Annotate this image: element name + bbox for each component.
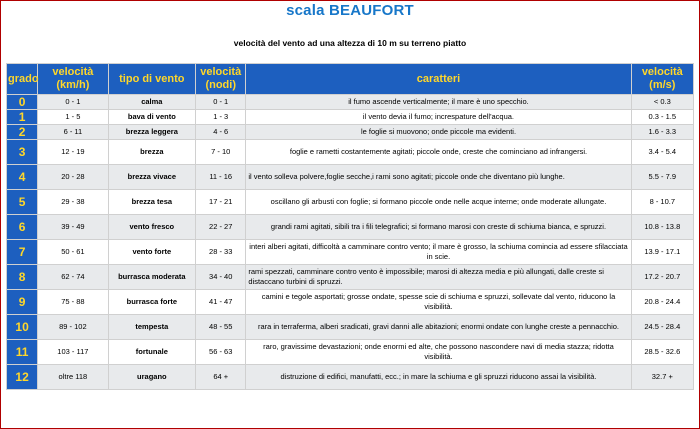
table-row <box>7 265 693 289</box>
grado-cell: 4 <box>7 165 37 189</box>
table-row <box>7 190 693 214</box>
velocita-ms-cell: 8 - 10.7 <box>632 190 693 214</box>
velocita-nodi-cell: 17 - 21 <box>196 190 245 214</box>
velocita-nodi-cell: 22 - 27 <box>196 215 245 239</box>
header-caratteri: caratteri <box>246 64 630 94</box>
caratteri-cell: interi alberi agitati, difficoltà a camminare contro vento; il mare è grosso, la schiuma comincia ad essere sfilacciata in scie. <box>246 240 630 264</box>
tipo-di-vento-cell: uragano <box>109 365 196 389</box>
caratteri-cell: raro, gravissime devastazioni; onde enormi ed alte, che possono nascondere navi di media stazza; ridotta visibilità. <box>246 340 630 364</box>
velocita-kmh-cell: oltre 118 <box>38 365 107 389</box>
header-velocita-ms: velocità (m/s) <box>632 64 693 94</box>
table-row <box>7 215 693 239</box>
header-grado: grado <box>7 64 37 94</box>
velocita-ms-cell: 20.8 - 24.4 <box>632 290 693 314</box>
grado-cell: 9 <box>7 290 37 314</box>
tipo-di-vento-cell: bava di vento <box>109 110 196 124</box>
velocita-nodi-cell: 48 - 55 <box>196 315 245 339</box>
grado-cell: 7 <box>7 240 37 264</box>
velocita-kmh-cell: 50 - 61 <box>38 240 107 264</box>
velocita-nodi-cell: 41 - 47 <box>196 290 245 314</box>
tipo-di-vento-cell: calma <box>109 95 196 109</box>
page-title: scala BEAUFORT <box>286 2 414 19</box>
velocita-nodi-cell: 56 - 63 <box>196 340 245 364</box>
velocita-kmh-cell: 20 - 28 <box>38 165 107 189</box>
velocita-kmh-cell: 0 - 1 <box>38 95 107 109</box>
tipo-di-vento-cell: brezza <box>109 140 196 164</box>
grado-cell: 6 <box>7 215 37 239</box>
velocita-kmh-cell: 29 - 38 <box>38 190 107 214</box>
velocita-kmh-cell: 1 - 5 <box>38 110 107 124</box>
velocita-nodi-cell: 1 - 3 <box>196 110 245 124</box>
velocita-nodi-cell: 64 + <box>196 365 245 389</box>
table-row <box>7 240 693 264</box>
velocita-kmh-cell: 62 - 74 <box>38 265 107 289</box>
velocita-ms-cell: 24.5 - 28.4 <box>632 315 693 339</box>
caratteri-cell: rara in terraferma, alberi sradicati, gravi danni alle abitazioni; enormi ondate con lunghe creste a pennacchio. <box>246 315 630 339</box>
beaufort-table <box>6 63 694 390</box>
grado-cell: 5 <box>7 190 37 214</box>
caratteri-cell: il vento solleva polvere,foglie secche,i rami sono agitati; piccole onde che diventano più lunghe. <box>246 165 630 189</box>
grado-cell: 2 <box>7 125 37 139</box>
velocita-kmh-cell: 39 - 49 <box>38 215 107 239</box>
tipo-di-vento-cell: fortunale <box>109 340 196 364</box>
table-row <box>7 365 693 389</box>
velocita-nodi-cell: 0 - 1 <box>196 95 245 109</box>
grado-cell: 3 <box>7 140 37 164</box>
table-row <box>7 125 693 139</box>
velocita-kmh-cell: 12 - 19 <box>38 140 107 164</box>
tipo-di-vento-cell: burrasca forte <box>109 290 196 314</box>
header-velocita-kmh: velocità (km/h) <box>38 64 107 94</box>
velocita-nodi-cell: 28 - 33 <box>196 240 245 264</box>
velocita-nodi-cell: 4 - 6 <box>196 125 245 139</box>
velocita-ms-cell: 10.8 - 13.8 <box>632 215 693 239</box>
table-row <box>7 95 693 109</box>
table-row <box>7 140 693 164</box>
velocita-ms-cell: 32.7 + <box>632 365 693 389</box>
velocita-kmh-cell: 89 - 102 <box>38 315 107 339</box>
tipo-di-vento-cell: vento fresco <box>109 215 196 239</box>
velocita-nodi-cell: 34 - 40 <box>196 265 245 289</box>
tipo-di-vento-cell: vento forte <box>109 240 196 264</box>
caratteri-cell: camini e tegole asportati; grosse ondate, spesse scie di schiuma e spruzzi, sollevate dal vento, riducono la visibilità. <box>246 290 630 314</box>
velocita-nodi-cell: 11 - 16 <box>196 165 245 189</box>
grado-cell: 10 <box>7 315 37 339</box>
caratteri-cell: il vento devia il fumo; increspature dell'acqua. <box>246 110 630 124</box>
table-row <box>7 340 693 364</box>
header-tipo-di-vento: tipo di vento <box>109 64 196 94</box>
grado-cell: 1 <box>7 110 37 124</box>
velocita-kmh-cell: 6 - 11 <box>38 125 107 139</box>
grado-cell: 8 <box>7 265 37 289</box>
caratteri-cell: le foglie si muovono; onde piccole ma evidenti. <box>246 125 630 139</box>
tipo-di-vento-cell: burrasca moderata <box>109 265 196 289</box>
caratteri-cell: oscillano gli arbusti con foglie; si formano piccole onde nelle acque interne; onde moderate allungate. <box>246 190 630 214</box>
caratteri-cell: distruzione di edifici, manufatti, ecc.; in mare la schiuma e gli spruzzi riducono assai la visibilità. <box>246 365 630 389</box>
table-body <box>7 95 693 389</box>
caratteri-cell: foglie e rametti costantemente agitati; piccole onde, creste che cominciano ad infrangersi. <box>246 140 630 164</box>
tipo-di-vento-cell: brezza leggera <box>109 125 196 139</box>
velocita-ms-cell: < 0.3 <box>632 95 693 109</box>
velocita-kmh-cell: 75 - 88 <box>38 290 107 314</box>
table-row <box>7 315 693 339</box>
grado-cell: 0 <box>7 95 37 109</box>
velocita-ms-cell: 13.9 - 17.1 <box>632 240 693 264</box>
caratteri-cell: il fumo ascende verticalmente; il mare è uno specchio. <box>246 95 630 109</box>
grado-cell: 11 <box>7 340 37 364</box>
velocita-kmh-cell: 103 - 117 <box>38 340 107 364</box>
velocita-ms-cell: 1.6 - 3.3 <box>632 125 693 139</box>
header-velocita-nodi: velocità (nodi) <box>196 64 245 94</box>
page-subtitle: velocità del vento ad una altezza di 10 m su terreno piatto <box>233 38 467 48</box>
velocita-ms-cell: 17.2 - 20.7 <box>632 265 693 289</box>
tipo-di-vento-cell: brezza vivace <box>109 165 196 189</box>
velocita-nodi-cell: 7 - 10 <box>196 140 245 164</box>
tipo-di-vento-cell: tempesta <box>109 315 196 339</box>
caratteri-cell: grandi rami agitati, sibili tra i fili telegrafici; si formano marosi con creste di schiuma bianca, e spruzzi. <box>246 215 630 239</box>
tipo-di-vento-cell: brezza tesa <box>109 190 196 214</box>
velocita-ms-cell: 0.3 - 1.5 <box>632 110 693 124</box>
velocita-ms-cell: 28.5 - 32.6 <box>632 340 693 364</box>
table-row <box>7 165 693 189</box>
grado-cell: 12 <box>7 365 37 389</box>
velocita-ms-cell: 5.5 - 7.9 <box>632 165 693 189</box>
table-row <box>7 290 693 314</box>
table-row <box>7 110 693 124</box>
table-header-row <box>7 64 693 94</box>
caratteri-cell: rami spezzati, camminare contro vento è impossibile; marosi di altezza media e più allungati, dalle creste si distaccano turbini di spruzzi. <box>246 265 630 289</box>
velocita-ms-cell: 3.4 - 5.4 <box>632 140 693 164</box>
